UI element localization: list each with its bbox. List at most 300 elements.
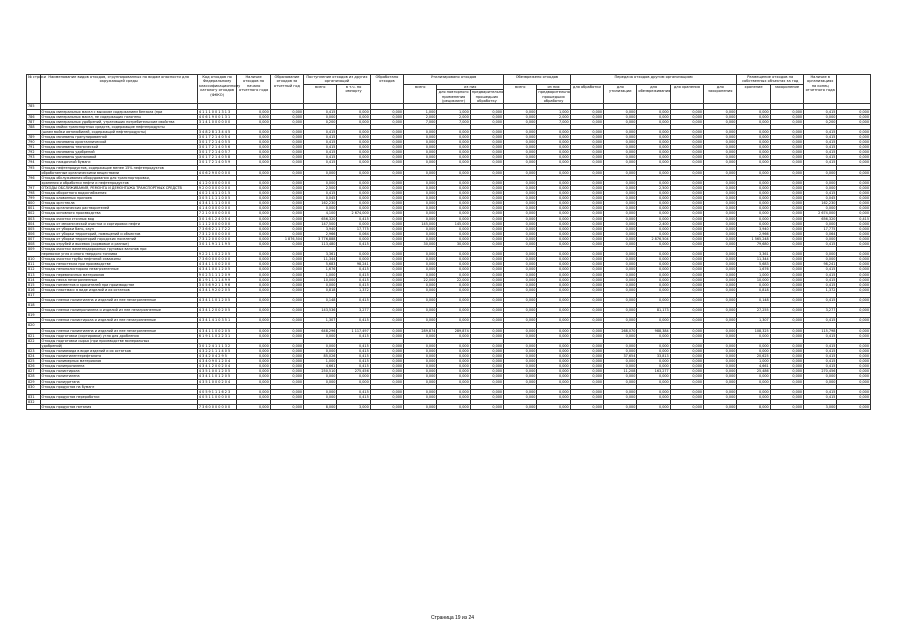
value-cell: 3,277: [804, 308, 837, 313]
value-cell: 0,000: [670, 140, 703, 145]
value-cell: 0,000: [370, 374, 403, 379]
value-cell: 0,000: [270, 394, 303, 399]
value-cell: 0,000: [604, 196, 637, 201]
value-cell: 0,000: [704, 404, 737, 409]
value-cell: 0,000: [570, 155, 603, 160]
value-cell: 0,000: [837, 155, 871, 160]
value-cell: 0,000: [437, 135, 470, 140]
value-cell: 0,000: [437, 226, 470, 231]
header-neutralized: Обезврежено отходов: [504, 75, 571, 85]
value-cell: 0,000: [337, 180, 370, 185]
value-cell: 0,000: [237, 135, 270, 140]
row-number: 830: [27, 384, 41, 389]
value-cell: 22,000: [404, 277, 437, 282]
value-cell: 0,000: [704, 343, 737, 348]
value-cell: 0,000: [637, 343, 670, 348]
value-cell: 0,000: [837, 129, 871, 134]
value-cell: 0,000: [570, 267, 603, 272]
value-cell: 0,000: [837, 348, 871, 353]
waste-name: Отходы пленки полистирола и изделий из нее незагрязненные: [40, 318, 197, 323]
value-cell: 0,000: [770, 241, 803, 246]
value-cell: 0,000: [570, 211, 603, 216]
row-number: 826: [27, 364, 41, 369]
value-cell: 0,000: [504, 282, 537, 287]
waste-name: Отходы от уборки территорий, помещений и объектов: [40, 231, 197, 236]
value-cell: 0,000: [637, 211, 670, 216]
value-cell: 0,000: [570, 277, 603, 282]
value-cell: 10,000: [304, 277, 337, 282]
waste-name: Отходы очистки трубы нефтяной скважины: [40, 257, 197, 262]
value-cell: 0,000: [537, 364, 570, 369]
value-cell: 0,000: [804, 379, 837, 384]
value-cell: 0,000: [437, 196, 470, 201]
value-cell: 0,000: [670, 343, 703, 348]
value-cell: 0,000: [470, 135, 503, 140]
value-cell: 0,000: [604, 140, 637, 145]
header-received-total: всего: [304, 84, 337, 104]
value-cell: 0,000: [604, 262, 637, 267]
value-cell: 0,000: [737, 389, 770, 394]
value-cell: 0,000: [437, 374, 470, 379]
value-cell: 0,000: [670, 298, 703, 303]
value-cell: 0,000: [270, 308, 303, 313]
value-cell: 0,000: [737, 145, 770, 150]
row-number: 827: [27, 369, 41, 374]
value-cell: 0,000: [537, 150, 570, 155]
value-cell: 17,775: [804, 226, 837, 231]
value-cell: 0,000: [404, 150, 437, 155]
value-cell: 0,000: [237, 236, 270, 241]
value-cell: 0,000: [670, 191, 703, 196]
value-cell: 0,000: [404, 359, 437, 364]
value-cell: 0,000: [770, 170, 803, 175]
value-cell: 0,000: [537, 257, 570, 262]
value-cell: 0,000: [270, 333, 303, 338]
row-number: 790: [27, 140, 41, 145]
value-cell: 0,000: [737, 374, 770, 379]
header-transfer-storage: для хранения: [670, 84, 703, 104]
value-cell: 0,000: [537, 140, 570, 145]
value-cell: 0,415: [804, 354, 837, 359]
value-cell: 0,000: [537, 287, 570, 292]
header-transfer-burial: для захоронения: [704, 84, 737, 104]
value-cell: 0,000: [770, 129, 803, 134]
value-cell: 0,415: [304, 191, 337, 196]
row-number: 789: [27, 135, 41, 140]
value-cell: 0,000: [670, 272, 703, 277]
value-cell: 0,000: [470, 231, 503, 236]
value-cell: 0,000: [770, 145, 803, 150]
value-cell: 0,415: [337, 216, 370, 221]
value-cell: 0,000: [237, 145, 270, 150]
value-cell: 17,775: [337, 226, 370, 231]
value-cell: 0,000: [470, 180, 503, 185]
value-cell: 0,000: [670, 129, 703, 134]
value-cell: 1,000: [437, 109, 470, 114]
value-cell: 0,000: [704, 231, 737, 236]
value-cell: 1,676: [304, 267, 337, 272]
row-number: 805: [27, 226, 41, 231]
fkko-code: 4 3 4 1 1 0 0 2 0 0: [197, 262, 237, 267]
value-cell: 0,000: [270, 155, 303, 160]
value-cell: 0,000: [470, 272, 503, 277]
value-cell: 275,456: [337, 369, 370, 374]
value-cell: 0,000: [237, 180, 270, 185]
header-row-number: № строки: [27, 75, 41, 104]
value-cell: 0,000: [670, 236, 703, 241]
value-cell: 0,000: [770, 201, 803, 206]
value-cell: 0,000: [337, 140, 370, 145]
value-cell: 0,000: [270, 298, 303, 303]
value-cell: 0,000: [270, 191, 303, 196]
value-cell: 3,940: [304, 226, 337, 231]
value-cell: 1 117,497: [337, 328, 370, 333]
value-cell: 0,000: [504, 272, 537, 277]
value-cell: 0,000: [437, 155, 470, 160]
value-cell: 0,000: [704, 241, 737, 246]
value-cell: 0,000: [470, 170, 503, 175]
value-cell: 656,320: [804, 216, 837, 221]
value-cell: 0,000: [270, 389, 303, 394]
value-cell: 0,000: [704, 267, 737, 272]
value-cell: 30,000: [404, 241, 437, 246]
value-cell: 0,000: [770, 359, 803, 364]
value-cell: 0,000: [437, 160, 470, 165]
fkko-code: 4 3 4 1 2 0 0 2 0 4: [197, 364, 237, 369]
value-cell: 0,000: [537, 359, 570, 364]
value-cell: 0,000: [504, 185, 537, 190]
value-cell: 0,000: [237, 241, 270, 246]
row-number: [27, 404, 41, 409]
value-cell: 0,000: [437, 404, 470, 409]
value-cell: 0,000: [604, 226, 637, 231]
value-cell: 0,000: [604, 379, 637, 384]
value-cell: 0,000: [270, 196, 303, 201]
value-cell: 0,000: [237, 298, 270, 303]
value-cell: 289,874: [404, 328, 437, 333]
value-cell: 0,000: [504, 252, 537, 257]
fkko-code: 4 0 6 2 9 0 0 0 0 0: [197, 170, 237, 175]
row-number: 828: [27, 374, 41, 379]
value-cell: 0,000: [670, 231, 703, 236]
value-cell: 2 876,504: [637, 236, 670, 241]
waste-name: Отходы пигментов и красителей при производстве: [40, 282, 197, 287]
value-cell: 0,148: [737, 298, 770, 303]
value-cell: 0,000: [270, 257, 303, 262]
value-cell: 0,000: [237, 226, 270, 231]
value-cell: 0,000: [537, 389, 570, 394]
value-cell: 0,000: [770, 277, 803, 282]
value-cell: 0,000: [570, 272, 603, 277]
value-cell: 0,000: [704, 333, 737, 338]
value-cell: 0,000: [570, 343, 603, 348]
fkko-code: 7 3 6 0 0 0 0 0 0 0: [197, 257, 237, 262]
value-cell: 0,000: [637, 389, 670, 394]
value-cell: 0,000: [837, 262, 871, 267]
value-cell: 0,000: [437, 298, 470, 303]
value-cell: 0,000: [337, 374, 370, 379]
row-number: 818: [27, 303, 41, 308]
value-cell: 0,000: [704, 282, 737, 287]
value-cell: 3,277: [337, 308, 370, 313]
value-cell: 0,000: [704, 150, 737, 155]
value-cell: 0,000: [437, 129, 470, 134]
value-cell: 0,000: [504, 135, 537, 140]
value-cell: 0,415: [804, 282, 837, 287]
value-cell: 0,000: [770, 109, 803, 114]
value-cell: 8,000: [304, 404, 337, 409]
value-cell: 0,000: [370, 369, 403, 374]
fkko-code: 4 3 5 1 0 0 1 2 0 5: [197, 369, 237, 374]
value-cell: 0,000: [737, 221, 770, 226]
value-cell: 2,500: [304, 185, 337, 190]
value-cell: 0,000: [370, 145, 403, 150]
value-cell: 0,000: [404, 206, 437, 211]
value-cell: 0,415: [804, 389, 837, 394]
value-cell: 0,000: [270, 119, 303, 124]
value-cell: 0,000: [637, 140, 670, 145]
value-cell: 0,000: [604, 185, 637, 190]
row-number: 788: [27, 124, 41, 129]
value-cell: 0,000: [604, 298, 637, 303]
value-cell: 0,000: [637, 160, 670, 165]
header-utilized-total: всего: [404, 84, 437, 104]
value-cell: 27,255: [737, 308, 770, 313]
value-cell: 0,000: [737, 140, 770, 145]
value-cell: 0,000: [704, 226, 737, 231]
row-number: 816: [27, 287, 41, 292]
value-cell: 0,000: [370, 221, 403, 226]
value-cell: 0,000: [837, 226, 871, 231]
value-cell: 0,000: [670, 201, 703, 206]
value-cell: 0,000: [637, 318, 670, 323]
value-cell: 0,000: [770, 206, 803, 211]
value-cell: 0,000: [537, 160, 570, 165]
value-cell: 22,000: [437, 277, 470, 282]
value-cell: 0,000: [504, 221, 537, 226]
value-cell: 0,000: [337, 379, 370, 384]
value-cell: 0,000: [604, 201, 637, 206]
value-cell: 0,000: [570, 389, 603, 394]
row-number: 807: [27, 236, 41, 241]
value-cell: 0,000: [470, 287, 503, 292]
value-cell: 0,000: [237, 328, 270, 333]
value-cell: 0,000: [337, 206, 370, 211]
waste-name: Отходы полиамида в виде изделий и их остатков: [40, 348, 197, 353]
value-cell: 0,000: [370, 257, 403, 262]
value-cell: 0,000: [570, 252, 603, 257]
value-cell: 0,000: [237, 404, 270, 409]
waste-name: Отходы от уборки бань, саун: [40, 226, 197, 231]
value-cell: 0,000: [470, 262, 503, 267]
value-cell: 0,000: [670, 145, 703, 150]
waste-name: Отходы пленки полиэтилена и изделий из нее незагрязненные: [40, 298, 197, 303]
row-number: 796: [27, 175, 41, 180]
value-cell: 0,000: [637, 119, 670, 124]
waste-name: Отходы минеральных масел с высоким содержанием бензола (при: [40, 109, 197, 114]
value-cell: 0,000: [837, 389, 871, 394]
fkko-code: 4 0 5 1 1 0 0 0 0 0: [197, 394, 237, 399]
value-cell: 3,361: [737, 252, 770, 257]
value-cell: 0,000: [704, 287, 737, 292]
value-cell: 0,000: [570, 129, 603, 134]
value-cell: 0,000: [737, 119, 770, 124]
value-cell: 0,415: [804, 135, 837, 140]
value-cell: 1 876,504: [270, 236, 303, 241]
value-cell: 0,000: [470, 211, 503, 216]
fkko-code: 8 1 9 1 1 1 1 4 9 9: [197, 277, 237, 282]
row-number: 802: [27, 211, 41, 216]
fkko-code: 3 4 8 2 8 1 3 4 4 5: [197, 129, 237, 134]
value-cell: 0,000: [270, 287, 303, 292]
value-cell: 3,940: [737, 226, 770, 231]
value-cell: 0,000: [537, 272, 570, 277]
value-cell: 0,000: [604, 211, 637, 216]
value-cell: 0,000: [504, 145, 537, 150]
value-cell: 0,000: [337, 155, 370, 160]
value-cell: 0,000: [704, 348, 737, 353]
value-cell: 0,000: [404, 364, 437, 369]
value-cell: 0,000: [704, 221, 737, 226]
value-cell: 0,148: [304, 298, 337, 303]
value-cell: 0,000: [637, 379, 670, 384]
value-cell: 0,000: [404, 262, 437, 267]
value-cell: 0,000: [370, 262, 403, 267]
value-cell: 0,000: [704, 180, 737, 185]
value-cell: 0,000: [770, 364, 803, 369]
value-cell: 0,000: [670, 354, 703, 359]
value-cell: 0,000: [437, 150, 470, 155]
value-cell: 0,000: [670, 318, 703, 323]
waste-name: Отходы наждачной бумаги: [40, 160, 197, 165]
value-cell: 0,000: [437, 287, 470, 292]
waste-name: удобрений): [40, 343, 197, 348]
value-cell: 0,000: [404, 298, 437, 303]
value-cell: 0,000: [470, 236, 503, 241]
value-cell: 0,000: [537, 241, 570, 246]
value-cell: 0,000: [637, 191, 670, 196]
value-cell: 0,000: [737, 150, 770, 155]
fkko-code: 3 0 5 1 1 1 1 0 0 5: [197, 196, 237, 201]
fkko-code: 4 3 4 1 9 2 0 2 0 5: [197, 287, 237, 292]
value-cell: 0,000: [770, 160, 803, 165]
waste-name: Отходы песка незагрязненные: [40, 277, 197, 282]
value-cell: 0,000: [370, 185, 403, 190]
header-received: Поступление отходов из других организаций: [304, 75, 371, 85]
value-cell: 0,000: [837, 298, 871, 303]
value-cell: 2,000: [404, 114, 437, 119]
value-cell: 0,000: [537, 236, 570, 241]
value-cell: 0,000: [704, 109, 737, 114]
row-number: 801: [27, 206, 41, 211]
fkko-code: 3 0 1 7 2 1 4 0 5 9: [197, 160, 237, 165]
value-cell: 0,000: [637, 114, 670, 119]
value-cell: 0,000: [637, 359, 670, 364]
value-cell: 0,000: [737, 109, 770, 114]
row-number: 804: [27, 221, 41, 226]
value-cell: 0,000: [604, 150, 637, 155]
value-cell: 0,000: [604, 272, 637, 277]
value-cell: 0,000: [404, 354, 437, 359]
value-cell: 0,000: [570, 257, 603, 262]
value-cell: 988,384: [637, 328, 670, 333]
value-cell: 0,000: [604, 364, 637, 369]
value-cell: 0,000: [670, 221, 703, 226]
value-cell: 0,000: [637, 267, 670, 272]
value-cell: 0,415: [804, 140, 837, 145]
value-cell: 0,000: [770, 404, 803, 409]
value-cell: 0,000: [437, 348, 470, 353]
row-number: 809: [27, 247, 41, 252]
value-cell: 0,000: [404, 374, 437, 379]
row-number: 810: [27, 257, 41, 262]
value-cell: 0,000: [704, 191, 737, 196]
value-cell: 0,000: [570, 221, 603, 226]
value-cell: 0,000: [404, 191, 437, 196]
value-cell: 0,000: [504, 241, 537, 246]
value-cell: 270,456: [804, 369, 837, 374]
value-cell: 0,000: [237, 216, 270, 221]
value-cell: 0,000: [770, 196, 803, 201]
value-cell: 0,000: [704, 272, 737, 277]
row-number: 824: [27, 354, 41, 359]
row-number: 823: [27, 348, 41, 353]
value-cell: 0,415: [337, 267, 370, 272]
value-cell: 0,000: [537, 231, 570, 236]
value-cell: 0,000: [570, 150, 603, 155]
value-cell: 0,000: [270, 135, 303, 140]
page-number: Страница 19 из 24: [430, 615, 475, 621]
value-cell: 3,000: [337, 404, 370, 409]
value-cell: 0,000: [670, 241, 703, 246]
value-cell: 0,000: [770, 226, 803, 231]
value-cell: 0,000: [370, 343, 403, 348]
value-cell: 0,000: [404, 379, 437, 384]
waste-name: Отходы продуктов на бумаге: [40, 384, 197, 389]
fkko-code: 4 3 5 1 0 0 0 2 0 4: [197, 379, 237, 384]
value-cell: 0,000: [470, 109, 503, 114]
value-cell: 0,415: [804, 348, 837, 353]
row-number: 815: [27, 282, 41, 287]
value-cell: 0,000: [570, 114, 603, 119]
waste-name: (шлам мойки автомобилей, содержащий нефтепродукты): [40, 129, 197, 134]
value-cell: 0,000: [804, 185, 837, 190]
value-cell: 0,000: [437, 343, 470, 348]
value-cell: 0,000: [670, 333, 703, 338]
value-cell: 0,000: [437, 369, 470, 374]
fkko-code: 3 0 1 1 9 1 1 1 9 5: [197, 241, 237, 246]
value-cell: 0,000: [237, 343, 270, 348]
value-cell: 0,000: [670, 369, 703, 374]
value-cell: 0,000: [437, 354, 470, 359]
value-cell: 0,000: [270, 109, 303, 114]
value-cell: 0,000: [704, 318, 737, 323]
value-cell: 0,000: [604, 114, 637, 119]
value-cell: 0,415: [337, 272, 370, 277]
value-cell: 0,415: [804, 277, 837, 282]
value-cell: 0,000: [704, 389, 737, 394]
value-cell: 0,415: [304, 160, 337, 165]
fkko-code: 4 3 4 1 1 0 1 2 0 5: [197, 298, 237, 303]
value-cell: 0,000: [837, 221, 871, 226]
row-number: 832: [27, 399, 41, 404]
value-cell: 0,000: [670, 155, 703, 160]
value-cell: 0,000: [504, 379, 537, 384]
value-cell: 0,000: [404, 333, 437, 338]
value-cell: 0,000: [404, 196, 437, 201]
fkko-code: 3 0 1 7 2 1 4 0 5 5: [197, 140, 237, 145]
value-cell: 0,000: [404, 308, 437, 313]
